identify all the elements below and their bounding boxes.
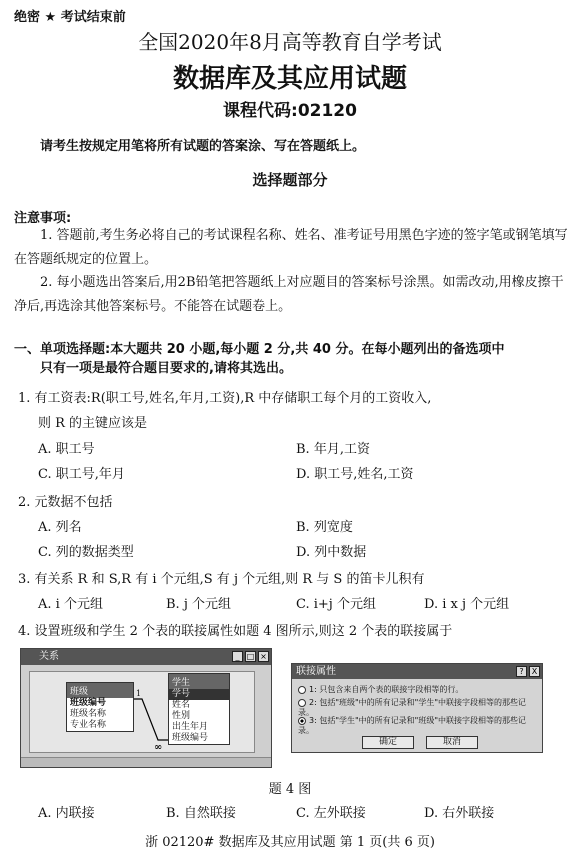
radio-selected-icon <box>298 717 306 725</box>
close-icon: × <box>258 651 269 662</box>
join-option-text: 2: 包括"班级"中的所有记录和"学生"中联接字段相等的那些记录。 <box>298 698 527 717</box>
option: B. 年月,工资 <box>296 442 370 457</box>
close-icon: X <box>529 666 540 677</box>
relations-window-title: 关系 <box>39 651 59 662</box>
link-many-label: ∞ <box>154 742 163 753</box>
join-option-text: 1: 只包含来自两个表的联接字段相等的行。 <box>309 685 464 694</box>
help-icon: ? <box>516 666 527 677</box>
notes-title: 注意事项: <box>14 211 72 226</box>
option: C. 职工号,年月 <box>38 467 125 482</box>
join-option-3 <box>298 716 538 736</box>
table-field: 出生年月 <box>172 722 209 732</box>
option: B. j 个元组 <box>166 597 231 612</box>
confidential-mark: 绝密 ★ 考试结束前 <box>14 10 126 25</box>
table-field: 专业名称 <box>70 720 107 730</box>
figure-caption: 题 4 图 <box>268 782 312 797</box>
option: A. 职工号 <box>38 442 95 457</box>
option: B. 列宽度 <box>296 520 353 535</box>
part-heading <box>14 340 504 378</box>
table-field: 班级编号 <box>70 698 107 708</box>
question-stem: 4. 设置班级和学生 2 个表的联接属性如题 4 图所示,则这 2 个表的联接属于 <box>18 624 453 639</box>
join-option-2 <box>298 698 538 718</box>
ok-button: 确定 <box>362 736 414 749</box>
student-table-name: 学生 <box>169 674 229 689</box>
horizontal-scrollbar <box>21 757 271 767</box>
radio-icon <box>298 686 306 694</box>
table-field: 班级编号 <box>172 733 209 743</box>
question-stem: 1. 有工资表:R(职工号,姓名,年月,工资),R 中存储职工每个月的工资收入, <box>18 391 432 406</box>
section-heading: 选择题部分 <box>252 171 328 189</box>
note-item: 1. 答题前,考生务必将自己的考试课程名称、姓名、准考证号用黑色字迹的签字笔或钢笔填写在答题纸规定的位置上。 <box>14 228 568 267</box>
class-table-name: 班级 <box>67 683 133 698</box>
answer-instruction: 请考生按规定用笔将所有试题的答案涂、写在答题纸上。 <box>40 139 366 154</box>
table-field: 姓名 <box>172 700 191 710</box>
option: D. 列中数据 <box>296 545 367 560</box>
table-field: 性别 <box>172 711 191 721</box>
option: A. i 个元组 <box>38 597 103 612</box>
join-option-1 <box>298 685 538 695</box>
relations-canvas <box>29 671 255 753</box>
option: D. i x j 个元组 <box>424 597 510 612</box>
page-footer: 浙 02120# 数据库及其应用试题 第 1 页(共 6 页) <box>145 835 435 850</box>
radio-icon <box>298 699 306 707</box>
dialog-title: 联接属性 <box>296 666 336 677</box>
minimize-icon: _ <box>232 651 243 662</box>
option: A. 列名 <box>38 520 82 535</box>
option: D. 右外联接 <box>424 806 495 821</box>
maximize-icon: □ <box>246 652 255 661</box>
option: B. 自然联接 <box>166 806 236 821</box>
join-option-text: 3: 包括"学生"中的所有记录和"班级"中联接字段相等的那些记录。 <box>298 716 527 735</box>
link-one-label: 1 <box>136 689 142 698</box>
option: C. 左外联接 <box>296 806 366 821</box>
part-heading-line: 只有一项是最符合题目要求的,请将其选出。 <box>40 361 292 376</box>
question-stem: 3. 有关系 R 和 S,R 有 i 个元组,S 有 j 个元组,则 R 与 S 的笛卡儿积有 <box>18 572 425 587</box>
option: D. 职工号,姓名,工资 <box>296 467 414 482</box>
part-heading-line: 一、单项选择题:本大题共 20 小题,每小题 2 分,共 40 分。在每小题列出的备选项中 <box>14 342 505 357</box>
question-stem: 2. 元数据不包括 <box>18 495 113 510</box>
option: C. i+j 个元组 <box>296 597 376 612</box>
relations-window <box>20 648 272 768</box>
course-code: 课程代码:02120 <box>223 101 357 121</box>
exam-title: 全国2020年8月高等教育自学考试 <box>138 30 442 54</box>
cancel-button: 取消 <box>426 736 478 749</box>
dialog-titlebar <box>292 664 542 679</box>
join-properties-dialog <box>291 663 543 753</box>
table-field: 学号 <box>169 689 229 700</box>
subject-title: 数据库及其应用试题 <box>172 64 407 94</box>
relationship-line <box>30 672 256 754</box>
question-stem: 则 R 的主键应该是 <box>38 416 148 431</box>
note-item: 2. 每小题选出答案后,用2B铅笔把答题纸上对应题目的答案标号涂黑。如需改动,用橡皮擦干净后,再选涂其他答案标号。不能答在试题卷上。 <box>14 275 564 314</box>
option: C. 列的数据类型 <box>38 545 134 560</box>
option: A. 内联接 <box>38 806 95 821</box>
relations-window-titlebar <box>21 649 271 665</box>
table-field: 班级名称 <box>70 709 107 719</box>
